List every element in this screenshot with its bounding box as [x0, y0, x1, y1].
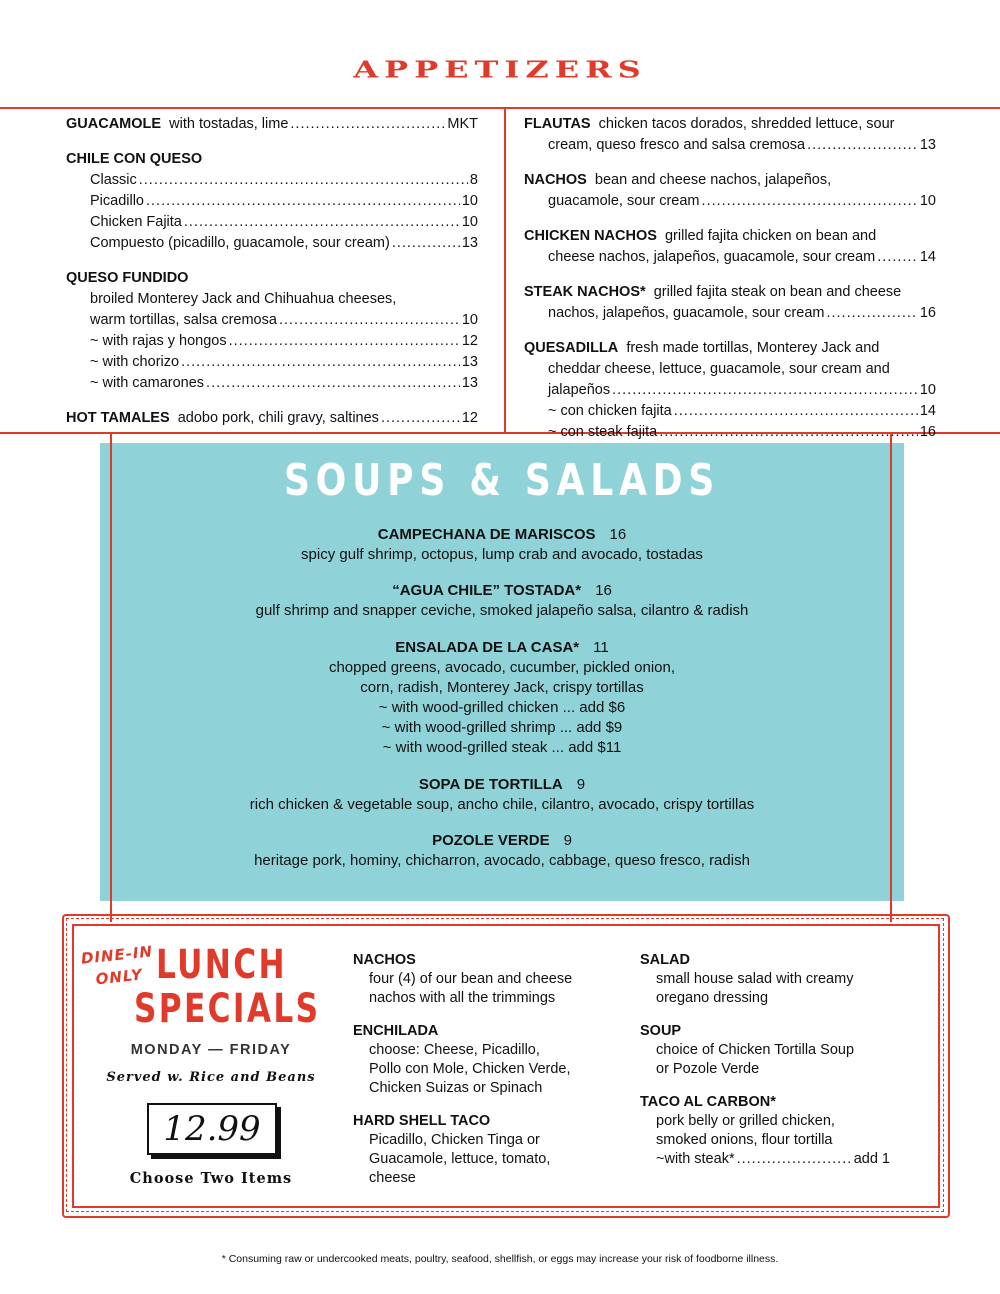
lunch-item: NACHOS four (4) of our bean and cheese nachos with all the trimmings [353, 952, 573, 1006]
lunch-item: HARD SHELL TACO Picadillo, Chicken Tinga or Guacamole, lettuce, tomato, cheese [353, 1113, 551, 1186]
soup-item [100, 525, 904, 565]
item-price: 16 [609, 526, 627, 543]
option-row: ~ con steak fajita ..... 16 [524, 422, 936, 443]
menu-item-steak-nachos: STEAK NACHOS* grilled fajita steak on bean and cheese nachos, jalapeños, guacamole, sour cream ..... 16 [524, 282, 936, 324]
specials-title: SPECIALS [134, 986, 321, 1032]
item-name: QUESADILLA [524, 340, 619, 356]
soups-salads-title: SOUPS & SALADS [283, 455, 721, 506]
option-row: Classic ..... 8 [66, 170, 478, 191]
menu-item-flautas: FLAUTAS chicken tacos dorados, shredded lettuce, sour cream, queso fresco and salsa cremosa ..... 13 [524, 114, 936, 156]
item-name: SOPA DE TORTILLA [418, 776, 563, 793]
item-name: NACHOS [524, 172, 587, 188]
item-price: 11 [593, 639, 609, 656]
lunch-column-2 [640, 951, 890, 1183]
appetizers-right-column [524, 114, 936, 457]
option-row: Compuesto (picadillo, guacamole, sour cream) ..... 13 [66, 233, 478, 254]
item-name: GUACAMOLE [66, 116, 162, 132]
lunch-price: 12.99 [147, 1103, 277, 1155]
appetizers-left-column [66, 114, 478, 443]
option-row: warm tortillas, salsa cremosa ..... 10 [66, 310, 478, 331]
item-desc: broiled Monterey Jack and Chihuahua cheeses, [90, 291, 397, 307]
item-name: CHICKEN NACHOS [524, 228, 657, 244]
item-name: STEAK NACHOS* [524, 284, 646, 300]
menu-item-guacamole [66, 114, 478, 135]
menu-item-quesadilla: QUESADILLA fresh made tortillas, Monterey Jack and cheddar cheese, lettuce, guacamole, sour cream and jalapeños ..... 10 ~ con chicken fajita ..... 14 ~ con steak fajita ..... 16 [524, 338, 936, 443]
item-name: “AGUA CHILE” TOSTADA* [392, 582, 582, 599]
item-desc: chicken tacos dorados, shredded lettuce, sour [598, 116, 895, 132]
lunch-days: MONDAY — FRIDAY [130, 1042, 292, 1058]
lunch-item: ENCHILADA choose: Cheese, Picadillo, Pollo con Mole, Chicken Verde, Chicken Suizas or Spinach [353, 1023, 571, 1096]
item-price: 12 [461, 410, 478, 426]
soup-item [100, 831, 904, 871]
option-row: ~ con chicken fajita ..... 14 [524, 401, 936, 422]
item-name: QUESO FUNDIDO [66, 270, 189, 286]
soup-item [100, 775, 904, 815]
menu-item-chile-con-queso [66, 149, 478, 254]
lunch-title: LUNCH [156, 942, 287, 988]
item-price: 9 [576, 776, 586, 793]
item-price: 10 [919, 193, 936, 209]
footnote: * Consuming raw or undercooked meats, poultry, seafood, shellfish, or eggs may increase your risk of foodborne illness. [221, 1253, 779, 1265]
menu-item-queso-fundido [66, 268, 478, 394]
item-name: CAMPECHANA DE MARISCOS [377, 526, 596, 543]
item-desc: with tostadas, lime [169, 116, 289, 132]
item-price: 10 [919, 382, 936, 398]
soup-item [100, 581, 904, 621]
column-divider [504, 107, 506, 434]
lunch-column-1 [353, 951, 623, 1202]
divider-top [0, 107, 1000, 109]
item-desc: spicy gulf shrimp, octopus, lump crab and avocado, tostadas [301, 546, 703, 563]
lunch-item: SOUP choice of Chicken Tortilla Soup or Pozole Verde [640, 1023, 855, 1077]
option-row: ~ with chorizo ..... 13 [66, 352, 478, 373]
item-price: 16 [919, 305, 936, 321]
served-with: Served w. Rice and Beans [106, 1070, 316, 1085]
menu-item-chicken-nachos: CHICKEN NACHOS grilled fajita chicken on bean and cheese nachos, jalapeños, guacamole, sour cream ..... 14 [524, 226, 936, 268]
item-price: 9 [563, 832, 572, 849]
item-name: FLAUTAS [524, 116, 591, 132]
menu-item-nachos: NACHOS bean and cheese nachos, jalapeños, guacamole, sour cream ..... 10 [524, 170, 936, 212]
choose-two-label: Choose Two Items [129, 1170, 293, 1187]
option-row: Picadillo ..... 10 [66, 191, 478, 212]
item-desc: adobo pork, chili gravy, saltines [177, 410, 379, 426]
item-price: 14 [919, 249, 936, 265]
item-desc: gulf shrimp and snapper ceviche, smoked jalapeño salsa, cilantro & radish [255, 602, 749, 619]
option-row: Chicken Fajita ..... 10 [66, 212, 478, 233]
menu-item-hot-tamales [66, 408, 478, 429]
steak-addon-row: ~with steak* ..... add 1 [640, 1150, 890, 1169]
appetizers-title: APPETIZERS [353, 56, 647, 84]
item-name: HOT TAMALES [66, 410, 170, 426]
item-name: POZOLE VERDE [432, 832, 550, 849]
item-price: MKT [447, 116, 478, 132]
lunch-item: SALAD small house salad with creamy oregano dressing [640, 952, 854, 1006]
dine-in-only-label: DINE-IN ONLY [80, 942, 154, 989]
item-desc: rich chicken & vegetable soup, ancho chile, cilantro, avocado, crispy tortillas [249, 796, 755, 813]
item-price: 13 [919, 137, 936, 153]
option-row: ~ with rajas y hongos ..... 12 [66, 331, 478, 352]
option-row: ~ with camarones ..... 13 [66, 373, 478, 394]
item-name: ENSALADA DE LA CASA* [395, 639, 580, 656]
item-desc: heritage pork, hominy, chicharron, avocado, cabbage, queso fresco, radish [254, 852, 750, 869]
soup-item: ENSALADA DE LA CASA* 11 chopped greens, avocado, cucumber, pickled onion, corn, radish, Monterey Jack, crispy tortillas ~ with wood-grilled chicken ... add $6 ~ with wood-grilled shrimp ... add $9 ~ with wood-grilled steak ... add $11 [328, 639, 676, 756]
item-price: 16 [595, 582, 612, 599]
item-name: CHILE CON QUESO [66, 151, 203, 167]
lunch-item: TACO AL CARBON* pork belly or grilled chicken, smoked onions, flour tortilla ~with steak* ..... add 1 [640, 1093, 890, 1169]
